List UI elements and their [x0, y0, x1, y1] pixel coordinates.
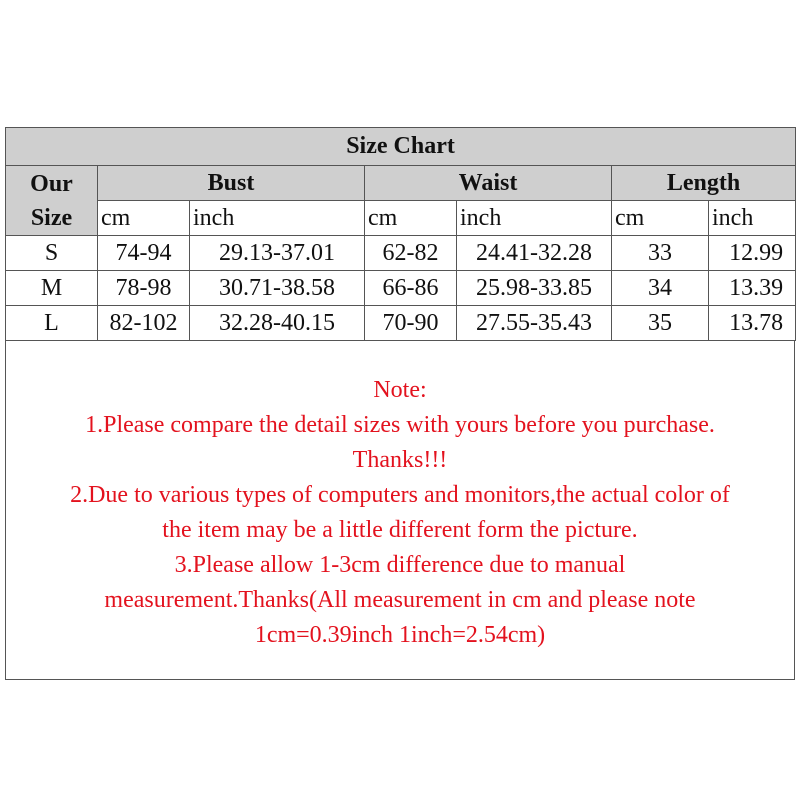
bust-inch-cell: 30.71-38.58: [190, 271, 365, 306]
bust-inch-cell: 29.13-37.01: [190, 236, 365, 271]
our-size-line2: Size: [30, 204, 73, 231]
waist-cm-unit: cm: [365, 201, 457, 236]
table-title: Size Chart: [6, 128, 796, 166]
length-cm-cell: 33: [612, 236, 709, 271]
length-cm-unit: cm: [612, 201, 709, 236]
waist-inch-cell: 25.98-33.85: [457, 271, 612, 306]
note-line: the item may be a little different form the picture.: [162, 517, 638, 543]
waist-inch-cell: 27.55-35.43: [457, 306, 612, 341]
length-inch-cell: 13.78: [709, 306, 796, 341]
note-line: 1cm=0.39inch 1inch=2.54cm): [254, 622, 546, 648]
bust-inch-cell: 32.28-40.15: [190, 306, 365, 341]
our-size-header: [6, 166, 98, 236]
bust-cm-cell: 82-102: [98, 306, 190, 341]
note-line: measurement.Thanks(All measurement in cm and please note: [104, 587, 696, 613]
note-line: 3.Please allow 1-3cm difference due to manual: [174, 552, 626, 578]
note-heading: Note:: [373, 377, 427, 403]
bust-header: Bust: [98, 166, 365, 201]
title-row: [6, 128, 796, 166]
table-row: [6, 306, 796, 341]
note-line: 1.Please compare the detail sizes with yours before you purchase.: [85, 412, 715, 438]
length-header: Length: [612, 166, 796, 201]
waist-cm-cell: 62-82: [365, 236, 457, 271]
size-cell: S: [6, 236, 98, 271]
waist-inch-cell: 24.41-32.28: [457, 236, 612, 271]
waist-header: Waist: [365, 166, 612, 201]
length-inch-cell: 12.99: [709, 236, 796, 271]
table-row: [6, 271, 796, 306]
bust-cm-cell: 78-98: [98, 271, 190, 306]
size-cell: L: [6, 306, 98, 341]
waist-cm-cell: 70-90: [365, 306, 457, 341]
notes-block: [5, 373, 795, 653]
size-cell: M: [6, 271, 98, 306]
bust-inch-unit: inch: [190, 201, 365, 236]
waist-cm-cell: 66-86: [365, 271, 457, 306]
group-header-row: [6, 166, 796, 201]
bust-cm-cell: 74-94: [98, 236, 190, 271]
length-cm-cell: 35: [612, 306, 709, 341]
size-chart-table: [5, 127, 796, 341]
table-row: [6, 236, 796, 271]
note-line: Thanks!!!: [352, 447, 448, 473]
note-line: 2.Due to various types of computers and monitors,the actual color of: [70, 482, 730, 508]
waist-inch-unit: inch: [457, 201, 612, 236]
length-inch-unit: inch: [709, 201, 796, 236]
our-size-line1: Our: [30, 170, 73, 197]
unit-header-row: [6, 201, 796, 236]
length-cm-cell: 34: [612, 271, 709, 306]
bust-cm-unit: cm: [98, 201, 190, 236]
length-inch-cell: 13.39: [709, 271, 796, 306]
